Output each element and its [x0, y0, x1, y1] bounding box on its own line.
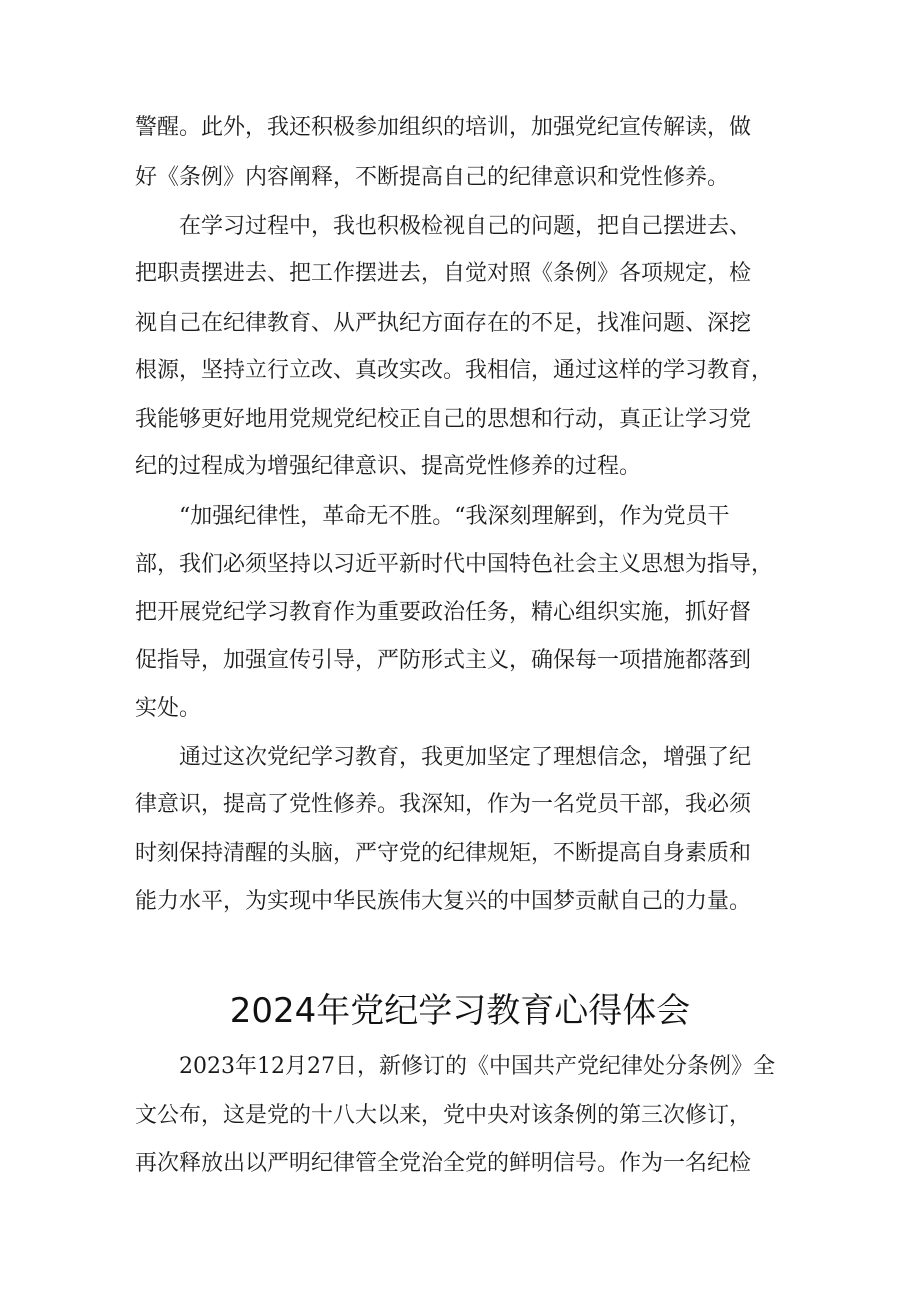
article-title: 2024年党纪学习教育心得体会 — [229, 991, 691, 1031]
text-line: 把开展党纪学习教育作为重要政治任务，精心组织实施，抓好督 — [135, 600, 752, 625]
text-line: 促指导，加强宣传引导，严防形式主义，确保每一项措施都落到 — [135, 648, 752, 673]
text-line: 能力水平，为实现中华民族伟大复兴的中国梦贡献自己的力量。 — [135, 889, 752, 914]
text-line: 通过这次党纪学习教育，我更加坚定了理想信念，增强了纪 — [135, 745, 752, 770]
text-line: 部，我们必须坚持以习近平新时代中国特色社会主义思想为指导， — [135, 552, 774, 577]
text-line: 2023年12月27日，新修订的《中国共产党纪律处分条例》全 — [135, 1054, 775, 1079]
text-line: 实处。 — [135, 696, 202, 721]
text-line: 根源，坚持立行立改、真改实改。我相信，通过这样的学习教育， — [135, 358, 774, 383]
text-line: 把职责摆进去、把工作摆进去，自觉对照《条例》各项规定，检 — [135, 261, 752, 286]
text-line: 我能够更好地用党规党纪校正自己的思想和行动，真正让学习党 — [135, 407, 752, 432]
text-line: 纪的过程成为增强纪律意识、提高党性修养的过程。 — [135, 454, 642, 479]
text-line: 警醒。此外，我还积极参加组织的培训，加强党纪宣传解读，做 — [135, 115, 752, 140]
text-line: 好《条例》内容阐释，不断提高自己的纪律意识和党性修养。 — [135, 165, 730, 190]
text-line: 律意识，提高了党性修养。我深知，作为一名党员干部，我必须 — [135, 792, 752, 817]
text-line: 文公布，这是党的十八大以来，党中央对该条例的第三次修订， — [135, 1103, 752, 1128]
text-line: 视自己在纪律教育、从严执纪方面存在的不足，找准问题、深挖 — [135, 311, 752, 336]
text-line: 再次释放出以严明纪律管全党治全党的鲜明信号。作为一名纪检 — [135, 1151, 752, 1176]
text-line: “加强纪律性，革命无不胜。“我深刻理解到，作为党员干 — [135, 504, 730, 529]
text-line: 在学习过程中，我也积极检视自己的问题，把自己摆进去、 — [135, 214, 752, 239]
text-line: 时刻保持清醒的头脑，严守党的纪律规矩，不断提高自身素质和 — [135, 841, 752, 866]
